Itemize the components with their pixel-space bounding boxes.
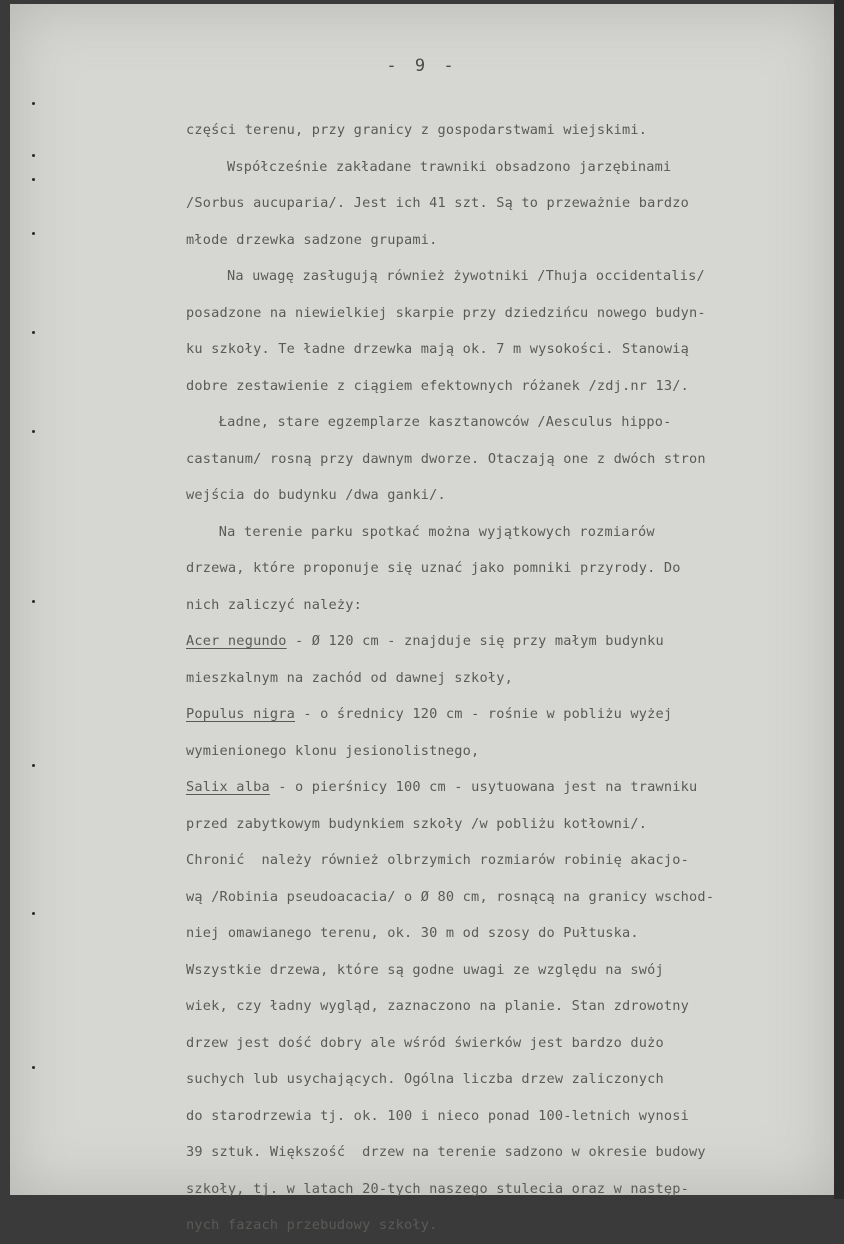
text-line bbox=[186, 149, 826, 186]
text-line bbox=[186, 879, 826, 916]
text-line bbox=[186, 112, 826, 149]
punch-hole-mark bbox=[32, 764, 35, 767]
punch-hole-mark bbox=[32, 232, 35, 235]
text-line bbox=[186, 295, 826, 332]
text-line bbox=[186, 1171, 826, 1208]
line-text: mieszkalnym na zachód od dawnej szkoły, bbox=[186, 669, 513, 686]
document-page bbox=[10, 4, 834, 1233]
text-line bbox=[186, 660, 826, 697]
text-line bbox=[186, 915, 826, 952]
line-text: części terenu, przy granicy z gospodarstwami wiejskimi. bbox=[186, 122, 648, 138]
scan-edge bbox=[834, 0, 844, 1199]
punch-hole-mark bbox=[32, 430, 35, 433]
line-text: - o średnicy 120 cm - rośnie w pobliżu wyżej bbox=[295, 706, 673, 722]
line-text: Na uwagę zasługują również żywotniki /Thuja occidentalis/ bbox=[227, 268, 705, 284]
punch-hole-mark bbox=[32, 102, 35, 105]
line-text: wą /Robinia pseudoacacia/ o Ø 80 cm, rosnącą na granicy wschod- bbox=[186, 888, 715, 905]
line-text: nich zaliczyć należy: bbox=[186, 596, 363, 613]
line-text: wiek, czy ładny wygląd, zaznaczono na planie. Stan zdrowotny bbox=[186, 998, 690, 1014]
line-text: dobre zestawienie z ciągiem efektownych różanek /zdj.nr 13/. bbox=[186, 377, 690, 394]
text-line bbox=[186, 550, 826, 587]
line-text: wymienionego klonu jesionolistnego, bbox=[186, 742, 480, 759]
text-line bbox=[186, 696, 826, 733]
text-line bbox=[186, 258, 826, 295]
line-text: drzewa, które proponuje się uznać jako pomniki przyrody. Do bbox=[186, 560, 681, 576]
line-text: 39 sztuk. Większość drzew na terenie sadzono w okresie budowy bbox=[186, 1144, 706, 1160]
text-line bbox=[186, 842, 826, 879]
line-text: Ładne, stare egzemplarze kasztanowców /Aesculus hippo- bbox=[218, 414, 672, 430]
species-name: Acer negundo bbox=[186, 633, 287, 649]
line-text: do starodrzewia tj. ok. 100 i nieco ponad 100-letnich wynosi bbox=[186, 1107, 690, 1124]
page-number: - 9 - bbox=[386, 56, 458, 76]
line-text: szkoły, tj. w latach 20-tych naszego stulecia oraz w następ- bbox=[186, 1180, 690, 1197]
species-name: Populus nigra bbox=[186, 706, 295, 722]
punch-hole-mark bbox=[32, 912, 35, 915]
text-line bbox=[186, 404, 826, 441]
line-text: suchych lub usychających. Ogólna liczba drzew zaliczonych bbox=[186, 1071, 664, 1087]
text-line bbox=[186, 587, 826, 624]
line-text: nych fazach przebudowy szkoły. bbox=[186, 1217, 438, 1233]
punch-hole-mark bbox=[32, 1066, 35, 1069]
text-line bbox=[186, 1134, 826, 1171]
punch-hole-mark bbox=[32, 154, 35, 157]
punch-hole-mark bbox=[32, 331, 35, 334]
text-line bbox=[186, 733, 826, 770]
body-text bbox=[186, 112, 826, 1244]
line-text: Wszystkie drzewa, które są godne uwagi ze względu na swój bbox=[186, 961, 664, 978]
line-text: przed zabytkowym budynkiem szkoły /w pobliżu kotłowni/. bbox=[186, 815, 648, 832]
punch-hole-mark bbox=[32, 178, 35, 181]
line-text: ku szkoły. Te ładne drzewka mają ok. 7 m wysokości. Stanowią bbox=[186, 341, 690, 357]
text-line bbox=[186, 441, 826, 478]
text-line bbox=[186, 988, 826, 1025]
text-line bbox=[186, 1207, 826, 1244]
line-text: - Ø 120 cm - znajduje się przy małym budynku bbox=[286, 633, 664, 649]
line-text: /Sorbus aucuparia/. Jest ich 41 szt. Są to przeważnie bardzo bbox=[186, 195, 690, 211]
line-text: wejścia do budynku /dwa ganki/. bbox=[186, 487, 446, 503]
line-text: - o pierśnicy 100 cm - usytuowana jest na trawniku bbox=[269, 779, 698, 795]
text-line bbox=[186, 331, 826, 368]
text-line bbox=[186, 514, 826, 551]
text-line bbox=[186, 806, 826, 843]
text-line bbox=[186, 623, 826, 660]
text-line bbox=[186, 1098, 826, 1135]
text-line bbox=[186, 1025, 826, 1062]
line-text: niej omawianego terenu, ok. 30 m od szosy do Pułtuska. bbox=[186, 925, 639, 941]
text-line bbox=[186, 368, 826, 405]
line-text: Współcześnie zakładane trawniki obsadzono jarzębinami bbox=[227, 158, 672, 175]
text-line bbox=[186, 952, 826, 989]
line-text: drzew jest dość dobry ale wśród świerków jest bardzo dużo bbox=[186, 1034, 664, 1051]
text-line bbox=[186, 222, 826, 259]
line-text: posadzone na niewielkiej skarpie przy dziedzińcu nowego budyn- bbox=[186, 304, 706, 321]
line-text: castanum/ rosną przy dawnym dworze. Otaczają one z dwóch stron bbox=[186, 450, 706, 467]
line-text: Chronić należy również olbrzymich rozmiarów robinię akacjo- bbox=[186, 852, 690, 868]
text-line bbox=[186, 1061, 826, 1098]
line-text: Na terenie parku spotkać można wyjątkowych rozmiarów bbox=[218, 523, 655, 540]
text-line bbox=[186, 185, 826, 222]
text-line bbox=[186, 477, 826, 514]
text-line bbox=[186, 769, 826, 806]
line-text: młode drzewka sadzone grupami. bbox=[186, 231, 438, 248]
species-name: Salix alba bbox=[186, 779, 270, 795]
punch-hole-mark bbox=[32, 600, 35, 603]
